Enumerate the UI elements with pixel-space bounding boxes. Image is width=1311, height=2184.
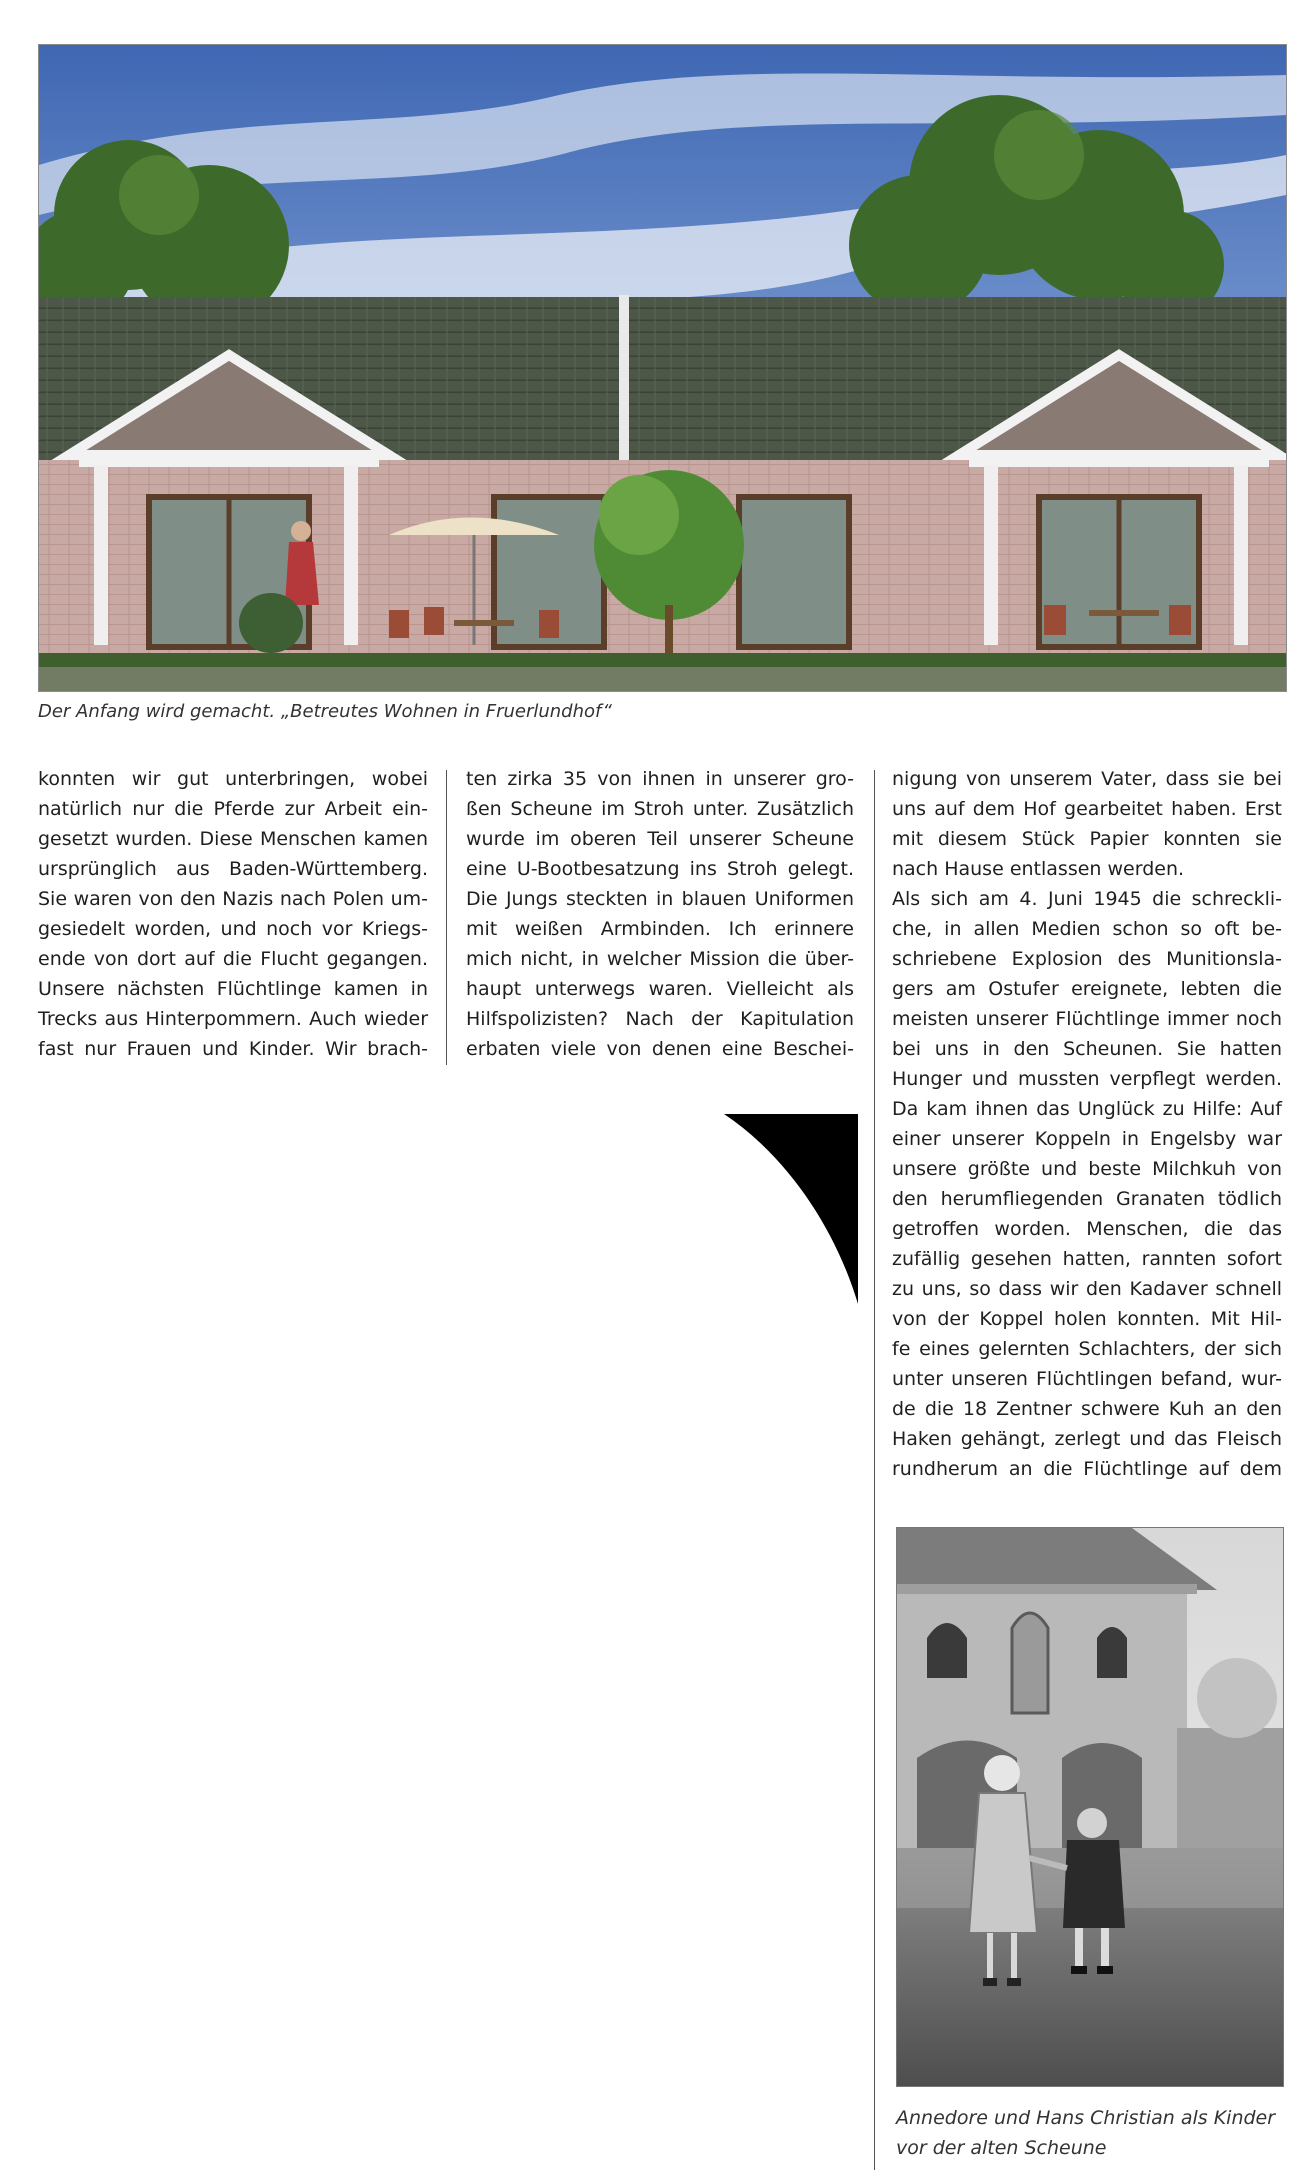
text-line: Da kam ihnen das Unglück zu Hilfe: Auf [892,1098,1282,1120]
top-figure-caption: Der Anfang wird gemacht. „Betreutes Wohnen in Fruerlundhof“ [38,701,612,722]
text-line: mich nicht, in welcher Mission die über- [466,948,854,970]
text-line: gesetzt wurden. Diese Menschen kamen [38,828,428,850]
text-line: uns auf dem Hof gearbeitet haben. Erst [892,798,1282,820]
text-line: wurde im oberen Teil unserer Scheune [466,828,854,850]
house-illustration [38,44,1287,692]
text-line: einer unserer Koppeln in Engelsby war [892,1128,1282,1150]
text-line: zufällig gesehen hatten, rannten sofort [892,1248,1282,1270]
text-line: nach Hause entlassen werden. [892,858,1185,880]
text-line: gers am Ostufer ereignete, lebten die [892,978,1282,1000]
text-line: ende von dort auf die Flucht gegangen. [38,948,428,970]
text-line: bei uns in den Scheunen. Sie hatten [892,1038,1282,1060]
text-line: unter unseren Flüchtlingen befand, wur- [892,1368,1282,1390]
caption-line: vor der alten Scheune [896,2137,1107,2159]
page-curl-shape [724,1114,858,1304]
text-line: erbaten viele von denen eine Beschei- [466,1038,854,1060]
text-line: fe eines gelernten Schlachters, der sich [892,1338,1282,1360]
caption-line: Annedore und Hans Christian als Kinder [896,2107,1276,2129]
text-line: Als sich am 4. Juni 1945 die schreckli- [892,888,1282,910]
text-line: Hunger und mussten verpflegt werden. [892,1068,1282,1090]
text-line: haupt unterwegs waren. Vielleicht als [466,978,854,1000]
text-line: Unsere nächsten Flüchtlinge kamen in [38,978,428,1000]
text-line: de die 18 Zentner schwere Kuh an den [892,1398,1282,1420]
text-column-2 [466,764,854,1064]
text-line: Sie waren von den Nazis nach Polen um- [38,888,428,910]
text-line: Haken gehängt, zerlegt und das Fleisch [892,1428,1282,1450]
text-line: schriebene Explosion des Munitionsla- [892,948,1282,970]
text-line: nigung von unserem Vater, dass sie bei [892,768,1282,790]
text-line: gesiedelt worden, und noch vor Kriegs- [38,918,428,940]
text-line: konnten wir gut unterbringen, wobei [38,768,428,790]
column-rule [874,770,875,2170]
text-column-1 [38,764,428,1064]
barn-photo [896,1527,1284,2087]
column-rule [446,770,447,1065]
text-line: von der Koppel holen konnten. Mit Hil- [892,1308,1282,1330]
text-line: ßen Scheune im Stroh unter. Zusätzlich [466,798,854,820]
text-line: natürlich nur die Pferde zur Arbeit ein- [38,798,428,820]
text-line: mit diesem Stück Papier konnten sie [892,828,1282,850]
text-line: rundherum an die Flüchtlinge auf dem [892,1458,1282,1480]
text-line: eine U-Bootbesatzung ins Stroh gelegt. [466,858,854,880]
text-line: unsere größte und beste Milchkuh von [892,1158,1282,1180]
text-line: mit weißen Armbinden. Ich erinnere [466,918,854,940]
text-line: zu uns, so dass wir den Kadaver schnell [892,1278,1282,1300]
text-line: ten zirka 35 von ihnen in unserer gro- [466,768,854,790]
text-line: den herumfliegenden Granaten tödlich [892,1188,1282,1210]
text-line: Hilfspolizisten? Nach der Kapitulation [466,1008,854,1030]
text-column-3 [892,764,1282,1484]
text-line: Die Jungs steckten in blauen Uniformen [466,888,854,910]
text-line: ursprünglich aus Baden-Württemberg. [38,858,428,880]
bottom-figure-caption [896,2103,1275,2163]
text-line: che, in allen Medien schon so oft be- [892,918,1282,940]
text-line: fast nur Frauen und Kinder. Wir brach- [38,1038,428,1060]
text-line: meisten unserer Flüchtlinge immer noch [892,1008,1282,1030]
text-line: getroffen worden. Menschen, die das [892,1218,1282,1240]
text-line: Trecks aus Hinterpommern. Auch wieder [38,1008,428,1030]
